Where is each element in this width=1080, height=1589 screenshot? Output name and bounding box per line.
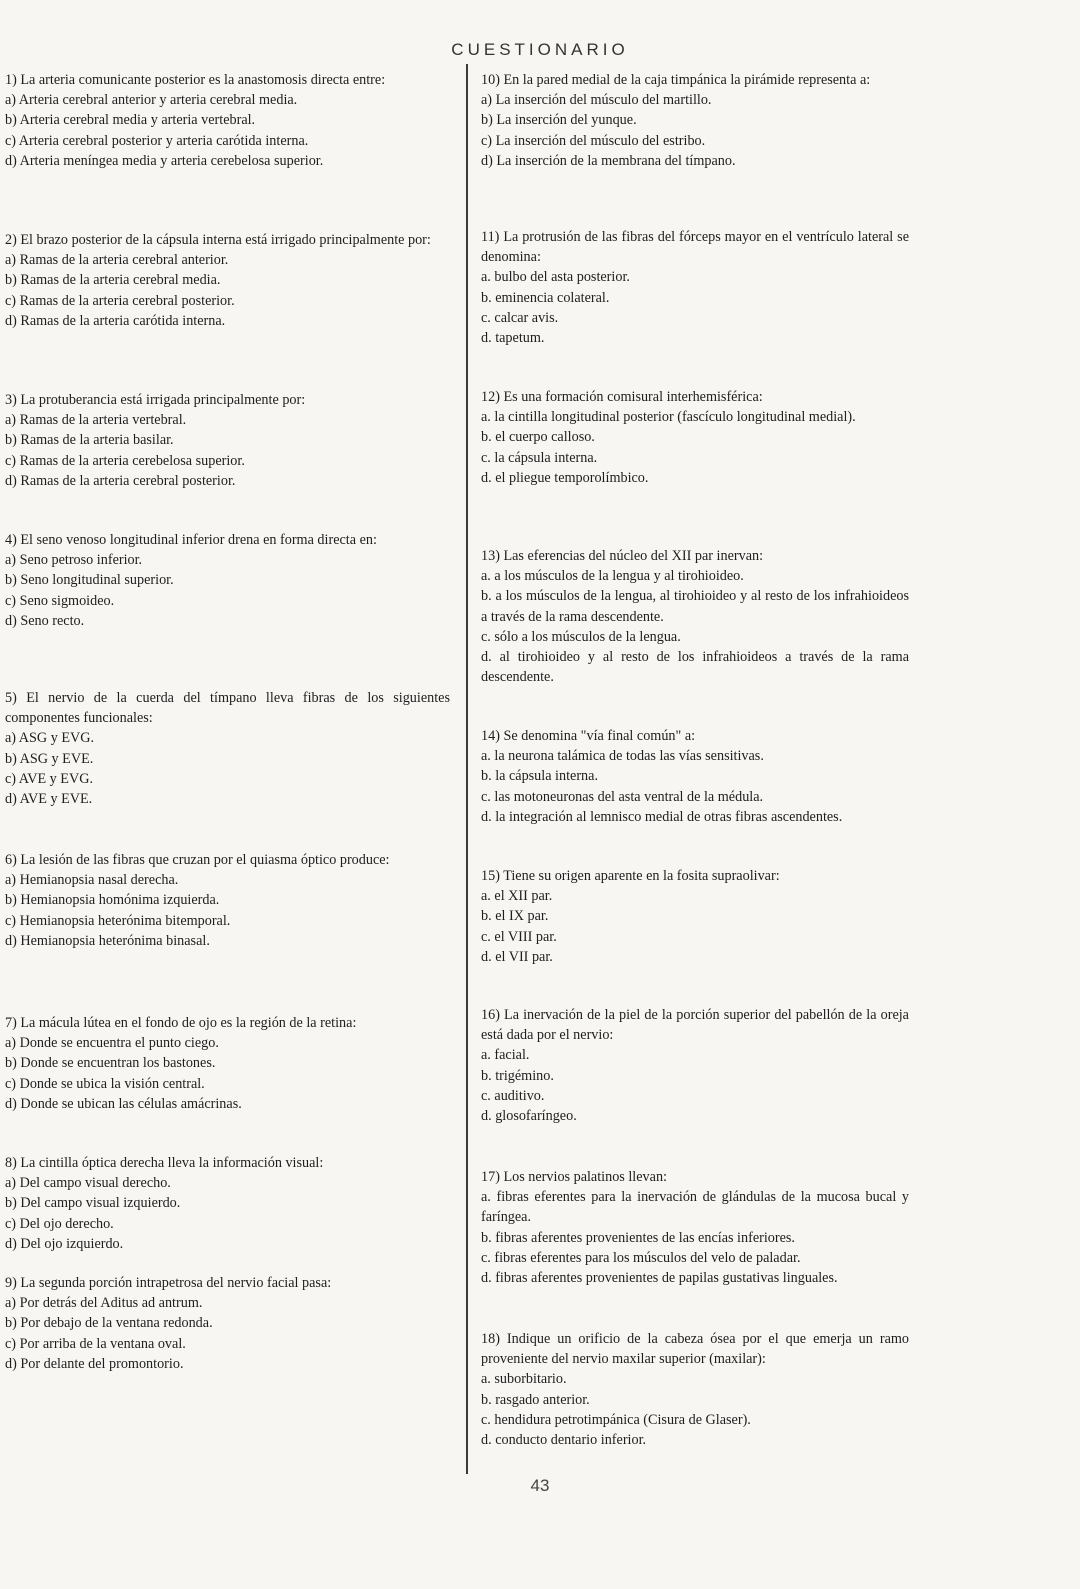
option-b: b) Del campo visual izquierdo. — [5, 1195, 181, 1212]
option-a: a) La inserción del músculo del martillo. — [481, 92, 712, 109]
question-16 — [481, 1005, 909, 1126]
option-d: d) Ramas de la arteria cerebral posterior. — [5, 472, 236, 489]
option-a: a. fibras eferentes para la inervación de glándulas de la mucosa bucal y faríngea. — [481, 1189, 909, 1226]
page-title: CUESTIONARIO — [451, 40, 629, 59]
option-c: c) Del ojo derecho. — [5, 1215, 114, 1232]
option-a: a. la cintilla longitudinal posterior (fascículo longitudinal medial). — [481, 409, 856, 426]
question-7 — [5, 1013, 450, 1114]
option-b: b) Ramas de la arteria cerebral media. — [5, 272, 221, 289]
option-d: d) Del ojo izquierdo. — [5, 1235, 124, 1252]
option-d: d) Donde se ubican las células amácrinas. — [5, 1095, 242, 1112]
option-d: d. glosofaríngeo. — [481, 1108, 577, 1125]
option-d: d. al tirohioideo y al resto de los infrahioideos a través de la rama descendente. — [481, 649, 909, 686]
question-15 — [481, 866, 909, 967]
option-d: d. el pliegue temporolímbico. — [481, 469, 649, 486]
question-13 — [481, 546, 909, 687]
option-c: c) Seno sigmoideo. — [5, 592, 115, 609]
option-a: a) Ramas de la arteria vertebral. — [5, 412, 187, 429]
option-b: b) ASG y EVE. — [5, 750, 94, 767]
question-17 — [481, 1167, 909, 1288]
option-c: c) Donde se ubica la visión central. — [5, 1075, 205, 1092]
option-d: d) Ramas de la arteria carótida interna. — [5, 312, 226, 329]
option-d: d. tapetum. — [481, 330, 545, 347]
option-d: d) Arteria meníngea media y arteria cerebelosa superior. — [5, 152, 324, 169]
question-6 — [5, 850, 450, 951]
question-stem: 13) Las eferencias del núcleo del XII par inervan: — [481, 548, 764, 564]
question-stem: 18) Indique un orificio de la cabeza ósea por el que emerja un ramo proveniente del nervio maxilar superior (maxilar): — [481, 1331, 909, 1368]
option-a: a. a los músculos de la lengua y al tirohioideo. — [481, 568, 744, 585]
option-a: a) Donde se encuentra el punto ciego. — [5, 1035, 219, 1052]
question-14 — [481, 726, 909, 827]
option-c: c. las motoneuronas del asta ventral de la médula. — [481, 788, 764, 805]
option-a: a. la neurona talámica de todas las vías sensitivas. — [481, 748, 764, 765]
option-b: b. la cápsula interna. — [481, 768, 598, 785]
option-a: a) ASG y EVG. — [5, 730, 95, 747]
option-d: d. conducto dentario inferior. — [481, 1432, 647, 1449]
option-c: c. hendidura petrotimpánica (Cisura de Glaser). — [481, 1411, 751, 1428]
option-c: c) Ramas de la arteria cerebelosa superior. — [5, 452, 245, 469]
question-11 — [481, 227, 909, 348]
option-b: b. rasgado anterior. — [481, 1391, 590, 1408]
option-c: c. calcar avis. — [481, 309, 559, 326]
question-stem: 7) La mácula lútea en el fondo de ojo es la región de la retina: — [5, 1015, 357, 1031]
option-d: d) Seno recto. — [5, 612, 85, 629]
option-a: a) Del campo visual derecho. — [5, 1175, 171, 1192]
option-a: a. bulbo del asta posterior. — [481, 269, 630, 286]
question-4 — [5, 530, 450, 631]
option-d: d) AVE y EVE. — [5, 791, 93, 808]
option-b: b) Arteria cerebral media y arteria vertebral. — [5, 112, 256, 129]
option-b: b) Seno longitudinal superior. — [5, 572, 174, 589]
option-d: d. la integración al lemnisco medial de otras fibras ascendentes. — [481, 808, 843, 825]
question-stem: 16) La inervación de la piel de la porción superior del pabellón de la oreja está dada por el nervio: — [481, 1007, 909, 1044]
option-b: b) Hemianopsia homónima izquierda. — [5, 892, 220, 909]
option-c: c) Ramas de la arteria cerebral posterior. — [5, 292, 235, 309]
option-a: a) Seno petroso inferior. — [5, 552, 143, 569]
question-stem: 15) Tiene su origen aparente en la fosita supraolivar: — [481, 868, 780, 884]
option-c: c. fibras eferentes para los músculos del velo de paladar. — [481, 1249, 801, 1266]
question-stem: 9) La segunda porción intrapetrosa del nervio facial pasa: — [5, 1275, 332, 1291]
option-a: a. facial. — [481, 1047, 530, 1064]
option-b: b) Ramas de la arteria basilar. — [5, 432, 174, 449]
question-5 — [5, 688, 450, 809]
option-d: d) Hemianopsia heterónima binasal. — [5, 932, 210, 949]
option-c: c. auditivo. — [481, 1087, 545, 1104]
option-c: c. sólo a los músculos de la lengua. — [481, 628, 681, 645]
option-a: a) Arteria cerebral anterior y arteria cerebral media. — [5, 92, 298, 109]
option-d: d. el VII par. — [481, 948, 553, 965]
option-c: c) La inserción del músculo del estribo. — [481, 132, 706, 149]
question-stem: 10) En la pared medial de la caja timpánica la pirámide representa a: — [481, 72, 871, 88]
question-2 — [5, 230, 450, 331]
question-stem: 1) La arteria comunicante posterior es la anastomosis directa entre: — [5, 72, 386, 88]
question-stem: 6) La lesión de las fibras que cruzan por el quiasma óptico produce: — [5, 852, 390, 868]
option-d: d. fibras aferentes provenientes de papilas gustativas linguales. — [481, 1270, 838, 1287]
option-b: b. a los músculos de la lengua, al tirohioideo y al resto de los infrahioideos a través de la rama descendente. — [481, 588, 909, 625]
option-c: c) Hemianopsia heterónima bitemporal. — [5, 912, 231, 929]
question-stem: 11) La protrusión de las fibras del fórceps mayor en el ventrículo lateral se denomina: — [481, 229, 909, 266]
option-c: c) Por arriba de la ventana oval. — [5, 1335, 186, 1352]
option-b: b. fibras aferentes provenientes de las encías inferiores. — [481, 1229, 795, 1246]
option-a: a) Por detrás del Aditus ad antrum. — [5, 1295, 203, 1312]
option-b: b) Por debajo de la ventana redonda. — [5, 1315, 213, 1332]
page-number: 43 — [530, 1476, 550, 1495]
option-a: a. suborbitario. — [481, 1371, 567, 1388]
option-c: c) Arteria cerebral posterior y arteria carótida interna. — [5, 132, 309, 149]
question-stem: 14) Se denomina "vía final común" a: — [481, 728, 696, 744]
question-12 — [481, 387, 909, 488]
question-stem: 5) El nervio de la cuerda del tímpano lleva fibras de los siguientes componentes funcionales: — [5, 690, 450, 727]
question-1 — [5, 70, 450, 171]
option-c: c. el VIII par. — [481, 928, 557, 945]
question-stem: 12) Es una formación comisural interhemisférica: — [481, 389, 763, 405]
question-3 — [5, 390, 450, 491]
question-18 — [481, 1329, 909, 1450]
question-stem: 8) La cintilla óptica derecha lleva la información visual: — [5, 1155, 324, 1171]
option-b: b) Donde se encuentran los bastones. — [5, 1055, 216, 1072]
option-d: d) Por delante del promontorio. — [5, 1355, 184, 1372]
option-c: c. la cápsula interna. — [481, 449, 598, 466]
option-b: b. eminencia colateral. — [481, 289, 610, 306]
question-8 — [5, 1153, 450, 1254]
question-stem: 17) Los nervios palatinos llevan: — [481, 1169, 667, 1185]
option-b: b) La inserción del yunque. — [481, 112, 637, 129]
question-10 — [481, 70, 909, 171]
option-a: a. el XII par. — [481, 888, 553, 905]
question-stem: 4) El seno venoso longitudinal inferior drena en forma directa en: — [5, 532, 377, 548]
question-stem: 2) El brazo posterior de la cápsula interna está irrigado principalmente por: — [5, 232, 431, 248]
option-c: c) AVE y EVG. — [5, 770, 94, 787]
option-d: d) La inserción de la membrana del tímpano. — [481, 152, 736, 169]
question-stem: 3) La protuberancia está irrigada principalmente por: — [5, 392, 306, 408]
question-9 — [5, 1273, 450, 1374]
option-a: a) Hemianopsia nasal derecha. — [5, 872, 179, 889]
option-a: a) Ramas de la arteria cerebral anterior. — [5, 252, 229, 269]
column-divider — [466, 64, 468, 1474]
option-b: b. el IX par. — [481, 908, 549, 925]
option-b: b. trigémino. — [481, 1067, 554, 1084]
option-b: b. el cuerpo calloso. — [481, 429, 595, 446]
